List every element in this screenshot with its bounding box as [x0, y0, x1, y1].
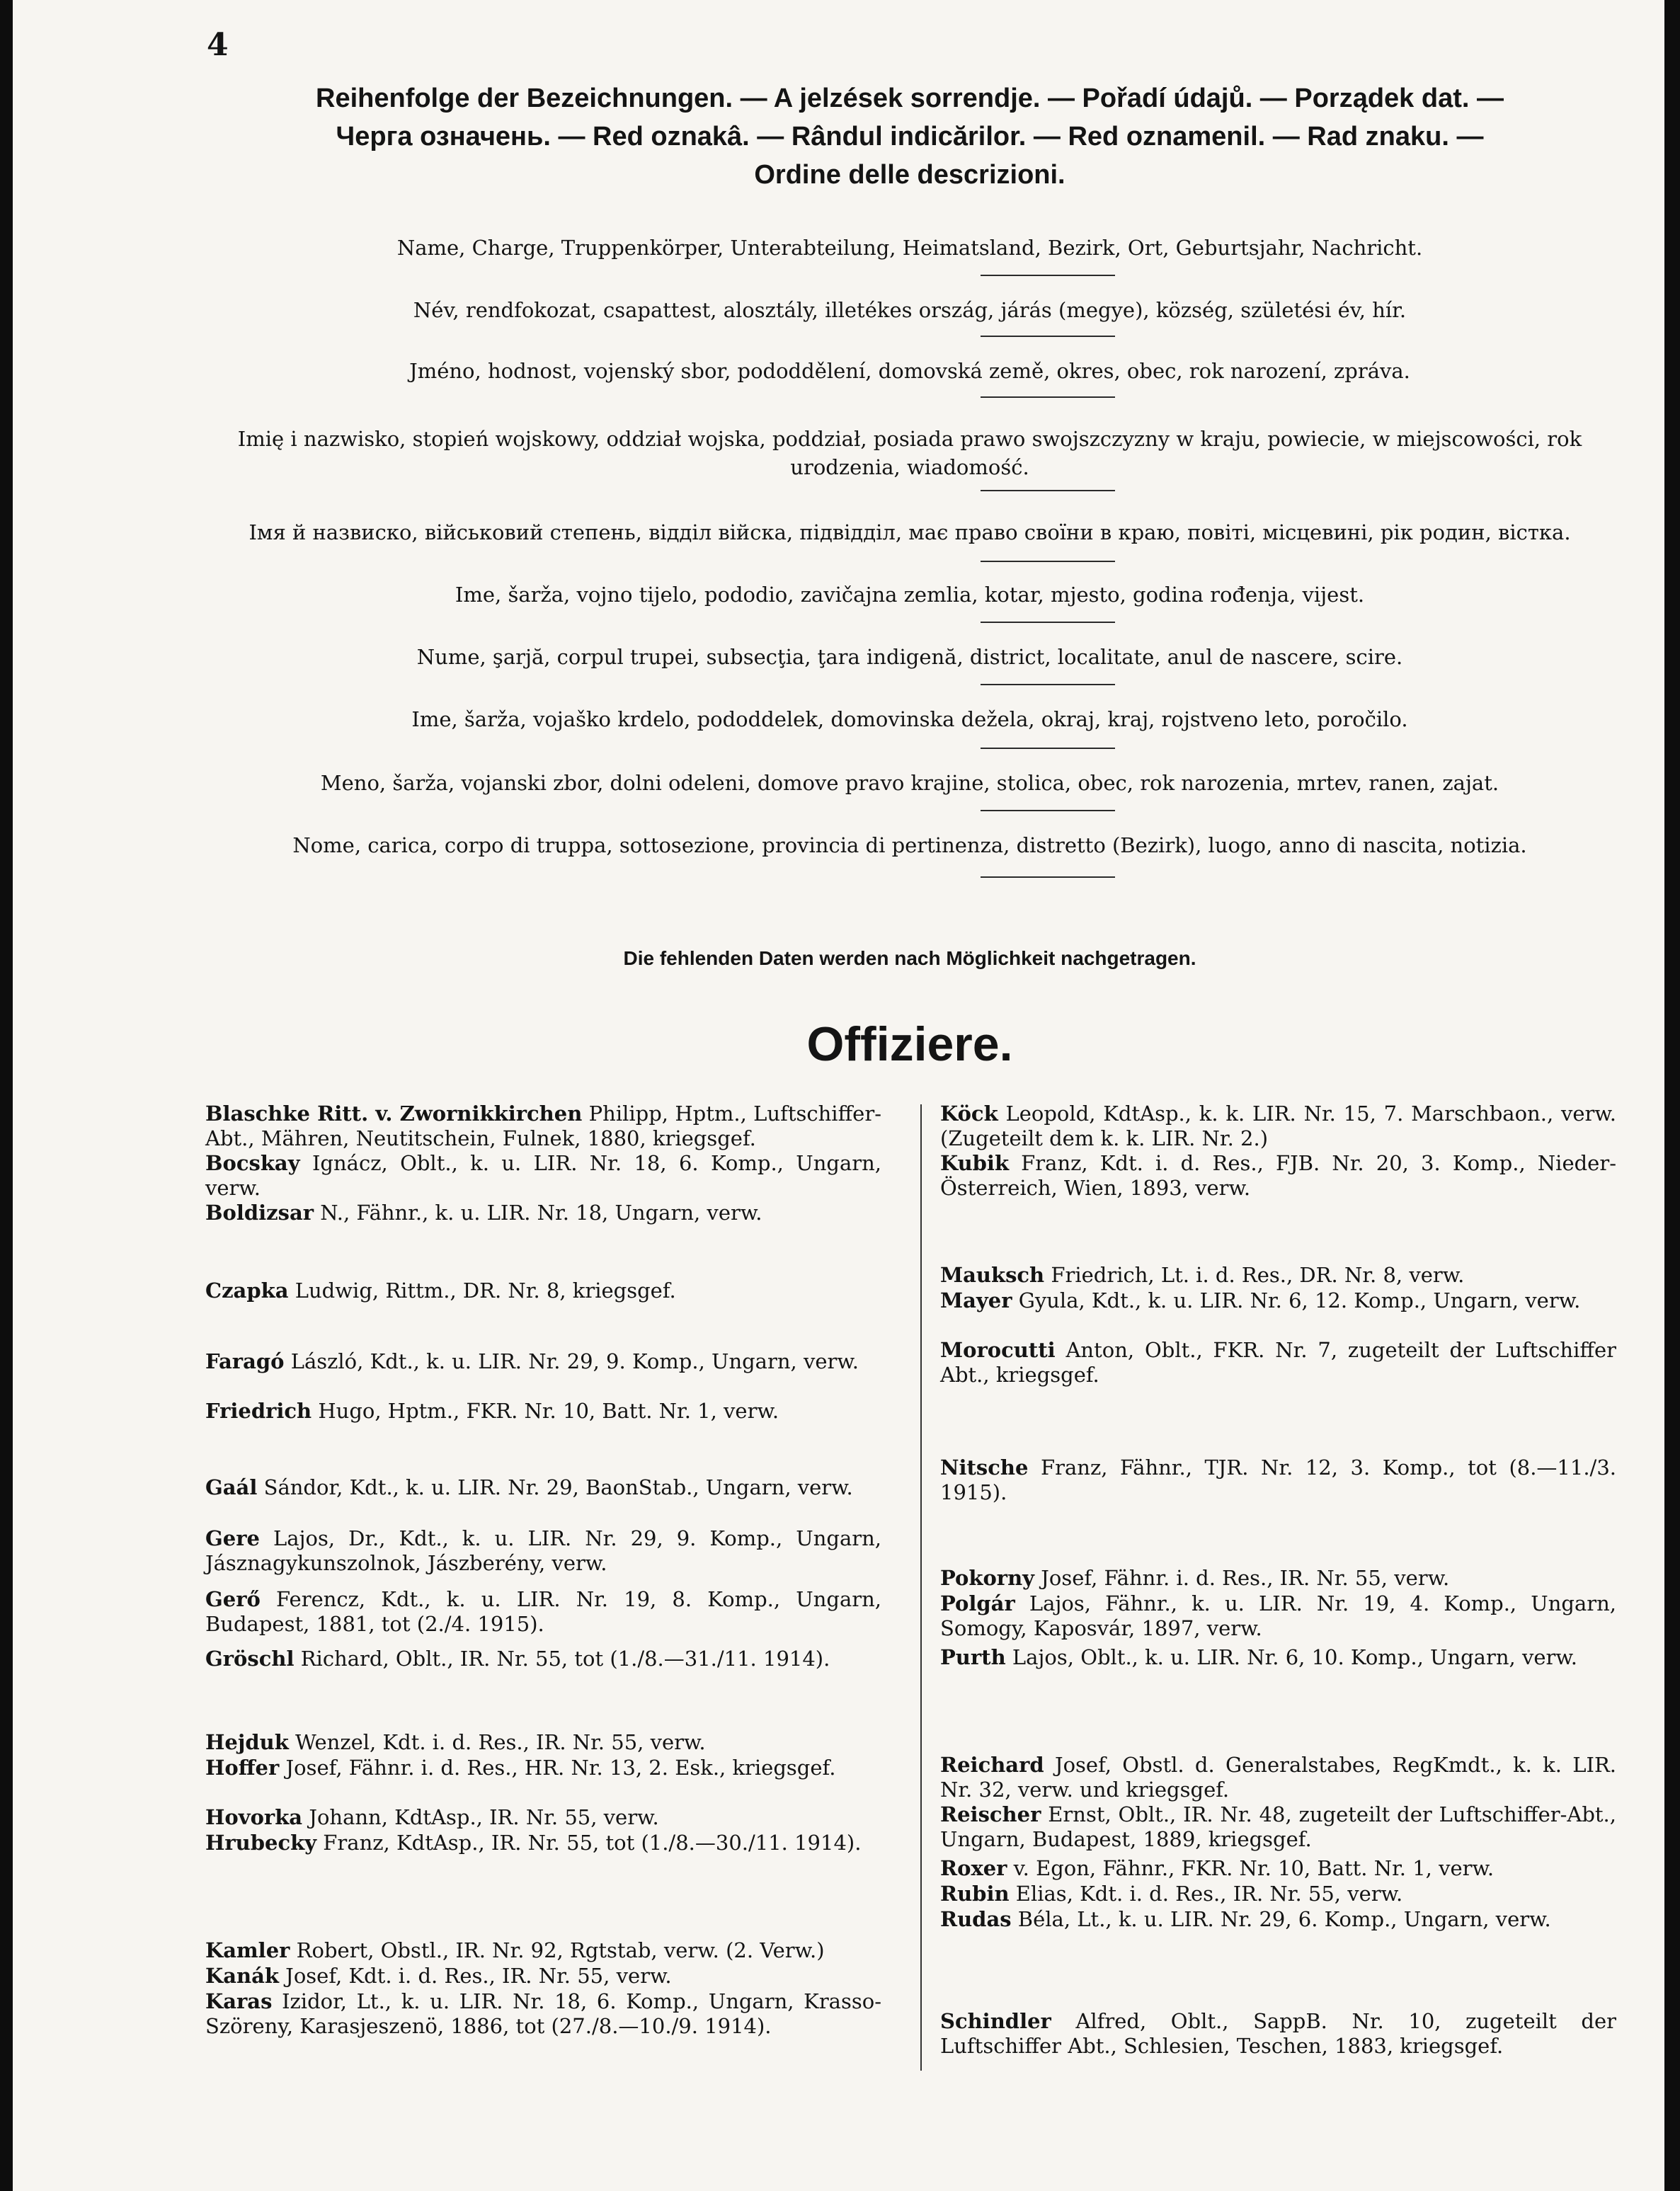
officer-entry: Karas Izidor, Lt., k. u. LIR. Nr. 18, 6. Komp., Ungarn, Krasso-Szöreny, Karasjeszenö, 1886, tot (27./8.—10./9. 1914). — [205, 1989, 881, 2038]
officer-entry: Roxer v. Egon, Fähnr., FKR. Nr. 10, Batt. Nr. 1, verw. — [940, 1856, 1495, 1880]
officer-entry: Hovorka Johann, KdtAsp., IR. Nr. 55, verw. — [205, 1805, 659, 1829]
officer-entry: Reichard Josef, Obstl. d. Generalstabes, RegKmdt., k. k. LIR. Nr. 32, verw. und kriegsgef. — [940, 1753, 1616, 1802]
divider-rule — [981, 748, 1115, 749]
section-title: Offiziere. — [806, 1017, 1013, 1071]
officer-entry: Hejduk Wenzel, Kdt. i. d. Res., IR. Nr. 55, verw. — [205, 1730, 706, 1754]
officer-entry: Rubin Elias, Kdt. i. d. Res., IR. Nr. 55, verw. — [940, 1882, 1403, 1906]
divider-rule — [981, 810, 1115, 811]
header-line: Reihenfolge der Bezeichnungen. — A jelzések sorrendje. — Pořadí údajů. — Porządek dat. — — [316, 84, 1504, 113]
officer-entry: Blaschke Ritt. v. Zwornikkirchen Philipp, Hptm., Luftschiffer-Abt., Mähren, Neutitschein, Fulnek, 1880, kriegsgef. — [205, 1102, 881, 1150]
divider-rule — [981, 622, 1115, 623]
order-line-polish: Imię i nazwisko, stopień wojskowy, oddział wojska, poddział, posiada prawo swojszczyzny w kraju, powiecie, w miejscowości, rok urodzenia, wiadomość. — [237, 427, 1582, 479]
order-line-german: Name, Charge, Truppenkörper, Unterabteilung, Heimatsland, Bezirk, Ort, Geburtsjahr, Nachricht. — [396, 236, 1423, 260]
officer-entry: Gröschl Richard, Oblt., IR. Nr. 55, tot (1./8.—31./11. 1914). — [205, 1647, 830, 1671]
missing-data-notice: Die fehlenden Daten werden nach Möglichkeit nachgetragen. — [623, 947, 1196, 969]
order-line-slovak: Meno, šarža, vojanski zbor, dolni odeleni, domove pravo krajine, stolica, obec, rok narozenia, mrtev, ranen, zajat. — [320, 771, 1499, 795]
divider-rule — [981, 876, 1115, 878]
officer-entry: Reischer Ernst, Oblt., IR. Nr. 48, zugeteilt der Luftschiffer-Abt., Ungarn, Budapest, 1889, kriegsgef. — [940, 1802, 1616, 1851]
order-line-romanian: Nume, şarjă, corpul trupei, subsecţia, ţara indigenă, district, localitate, anul de nascere, scire. — [416, 645, 1403, 669]
divider-rule — [981, 336, 1115, 337]
officer-entry: Polgár Lajos, Fähnr., k. u. LIR. Nr. 19, 4. Komp., Ungarn, Somogy, Kaposvár, 1897, verw. — [940, 1591, 1616, 1640]
divider-rule — [981, 275, 1115, 276]
header-line: Ordine delle descrizioni. — [754, 160, 1065, 190]
divider-rule — [981, 561, 1115, 562]
officer-entry: Gerő Ferencz, Kdt., k. u. LIR. Nr. 19, 8. Komp., Ungarn, Budapest, 1881, tot (2./4. 1915). — [205, 1587, 881, 1636]
officer-entry: Kanák Josef, Kdt. i. d. Res., IR. Nr. 55, verw. — [205, 1964, 672, 1988]
officer-entry: Kubik Franz, Kdt. i. d. Res., FJB. Nr. 20, 3. Komp., Nieder-Österreich, Wien, 1893, verw. — [940, 1151, 1616, 1200]
order-line-croatian: Ime, šarža, vojno tijelo, pododio, zavičajna zemlia, kotar, mjesto, godina rođenja, vijest. — [455, 583, 1365, 607]
officer-entry: Köck Leopold, KdtAsp., k. k. LIR. Nr. 15, 7. Marschbaon., verw. (Zugeteilt dem k. k. LIR. Nr. 2.) — [940, 1102, 1616, 1150]
order-line-ruthenian: Імя й назвиско, військовий степень, відділ війска, підвідділ, має право своїни в краю, повіті, місцевині, рік родин, вістка. — [248, 520, 1571, 544]
scan-border-left — [0, 0, 13, 2191]
officer-entry: Hrubecky Franz, KdtAsp., IR. Nr. 55, tot (1./8.—30./11. 1914). — [205, 1831, 862, 1855]
officer-entry: Gaál Sándor, Kdt., k. u. LIR. Nr. 29, BaonStab., Ungarn, verw. — [205, 1475, 853, 1499]
officer-entry: Pokorny Josef, Fähnr. i. d. Res., IR. Nr. 55, verw. — [940, 1566, 1450, 1590]
column-divider — [920, 1104, 922, 2071]
officer-entry: Purth Lajos, Oblt., k. u. LIR. Nr. 6, 10. Komp., Ungarn, verw. — [940, 1645, 1577, 1669]
officer-entry: Mayer Gyula, Kdt., k. u. LIR. Nr. 6, 12. Komp., Ungarn, verw. — [940, 1288, 1581, 1312]
page-number: 4 — [207, 27, 229, 63]
order-line-czech: Jméno, hodnost, vojenský sbor, pododdělení, domovská země, okres, obec, rok narození, zpráva. — [409, 359, 1410, 383]
officer-entry: Czapka Ludwig, Rittm., DR. Nr. 8, kriegsgef. — [205, 1278, 676, 1303]
officer-entry: Friedrich Hugo, Hptm., FKR. Nr. 10, Batt. Nr. 1, verw. — [205, 1399, 779, 1423]
officer-entry: Hoffer Josef, Fähnr. i. d. Res., HR. Nr. 13, 2. Esk., kriegsgef. — [205, 1756, 836, 1780]
officer-entry: Faragó László, Kdt., k. u. LIR. Nr. 29, 9. Komp., Ungarn, verw. — [205, 1349, 859, 1373]
officer-entry: Mauksch Friedrich, Lt. i. d. Res., DR. Nr. 8, verw. — [940, 1263, 1465, 1287]
officer-entry: Nitsche Franz, Fähnr., TJR. Nr. 12, 3. Komp., tot (8.—11./3. 1915). — [940, 1455, 1616, 1504]
divider-rule — [981, 684, 1115, 685]
officer-entry: Gere Lajos, Dr., Kdt., k. u. LIR. Nr. 29, 9. Komp., Ungarn, Jásznagykunszolnok, Jászberény, verw. — [205, 1526, 881, 1575]
order-line-slovenian: Ime, šarža, vojaško krdelo, pododdelek, domovinska dežela, okraj, kraj, rojstveno leto, poročilo. — [411, 707, 1408, 731]
order-line-hungarian: Név, rendfokozat, csapattest, alosztály, illetékes ország, járás (megye), község, születési év, hír. — [413, 298, 1407, 322]
officer-entry: Rudas Béla, Lt., k. u. LIR. Nr. 29, 6. Komp., Ungarn, verw. — [940, 1907, 1551, 1931]
officer-entry: Morocutti Anton, Oblt., FKR. Nr. 7, zugeteilt der Luftschiffer Abt., kriegsgef. — [940, 1338, 1616, 1387]
divider-rule — [981, 490, 1115, 491]
order-line-italian: Nome, carica, corpo di truppa, sottosezione, provincia di pertinenza, distretto (Bezirk), luogo, anno di nascita, notizia. — [292, 833, 1527, 857]
divider-rule — [981, 396, 1115, 398]
officer-entry: Schindler Alfred, Oblt., SappB. Nr. 10, zugeteilt der Luftschiffer Abt., Schlesien, Teschen, 1883, kriegsgef. — [940, 2009, 1616, 2058]
header-line: Черга означень. — Red oznakâ. — Rândul indicărilor. — Red oznamenil. — Rad znaku. — — [336, 122, 1484, 151]
officer-entry: Kamler Robert, Obstl., IR. Nr. 92, Rgtstab, verw. (2. Verw.) — [205, 1938, 825, 1962]
scan-border-right — [1664, 0, 1680, 2191]
officer-entry: Bocskay Ignácz, Oblt., k. u. LIR. Nr. 18, 6. Komp., Ungarn, verw. — [205, 1151, 881, 1200]
officer-entry: Boldizsar N., Fähnr., k. u. LIR. Nr. 18, Ungarn, verw. — [205, 1201, 762, 1225]
header-order-of-designations — [205, 79, 1614, 194]
